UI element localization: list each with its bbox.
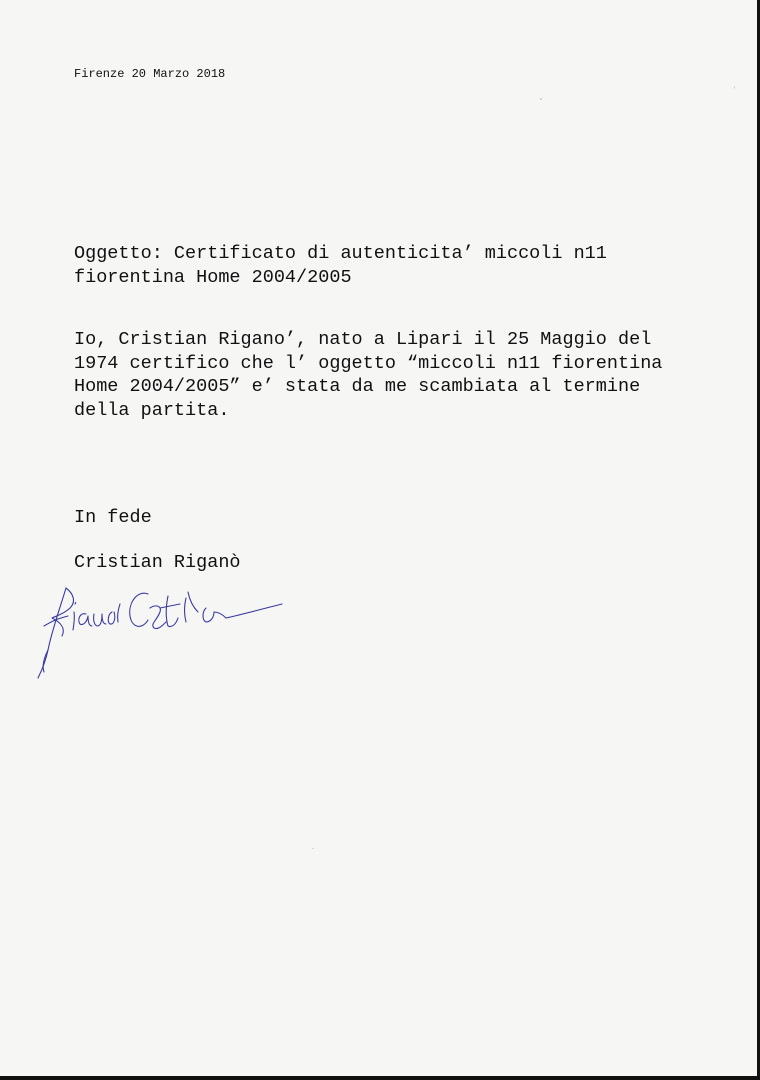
- signatory-name: Cristian Riganò: [74, 552, 241, 573]
- letter-date: Firenze 20 Marzo 2018: [74, 67, 226, 81]
- letter-body: [74, 328, 662, 422]
- paper-speck: [540, 98, 542, 100]
- closing-text: In fede: [74, 507, 152, 528]
- handwritten-signature: [30, 568, 290, 688]
- scan-edge-bottom: [0, 1076, 760, 1080]
- body-line-4: della partita.: [74, 399, 230, 421]
- subject-line-1: Oggetto: Certificato di autenticita’ miccoli n11: [74, 243, 607, 264]
- paper-speck: [734, 86, 735, 89]
- body-line-1: Io, Cristian Rigano’, nato a Lipari il 25 Maggio del: [74, 329, 652, 350]
- subject-line: [74, 242, 607, 289]
- body-line-3: Home 2004/2005” e’ stata da me scambiata al termine: [74, 376, 641, 397]
- paper-speck: [312, 848, 314, 849]
- body-line-2: 1974 certifico che l’ oggetto “miccoli n11 fiorentina: [74, 352, 663, 374]
- subject-line-2: fiorentina Home 2004/2005: [74, 266, 352, 288]
